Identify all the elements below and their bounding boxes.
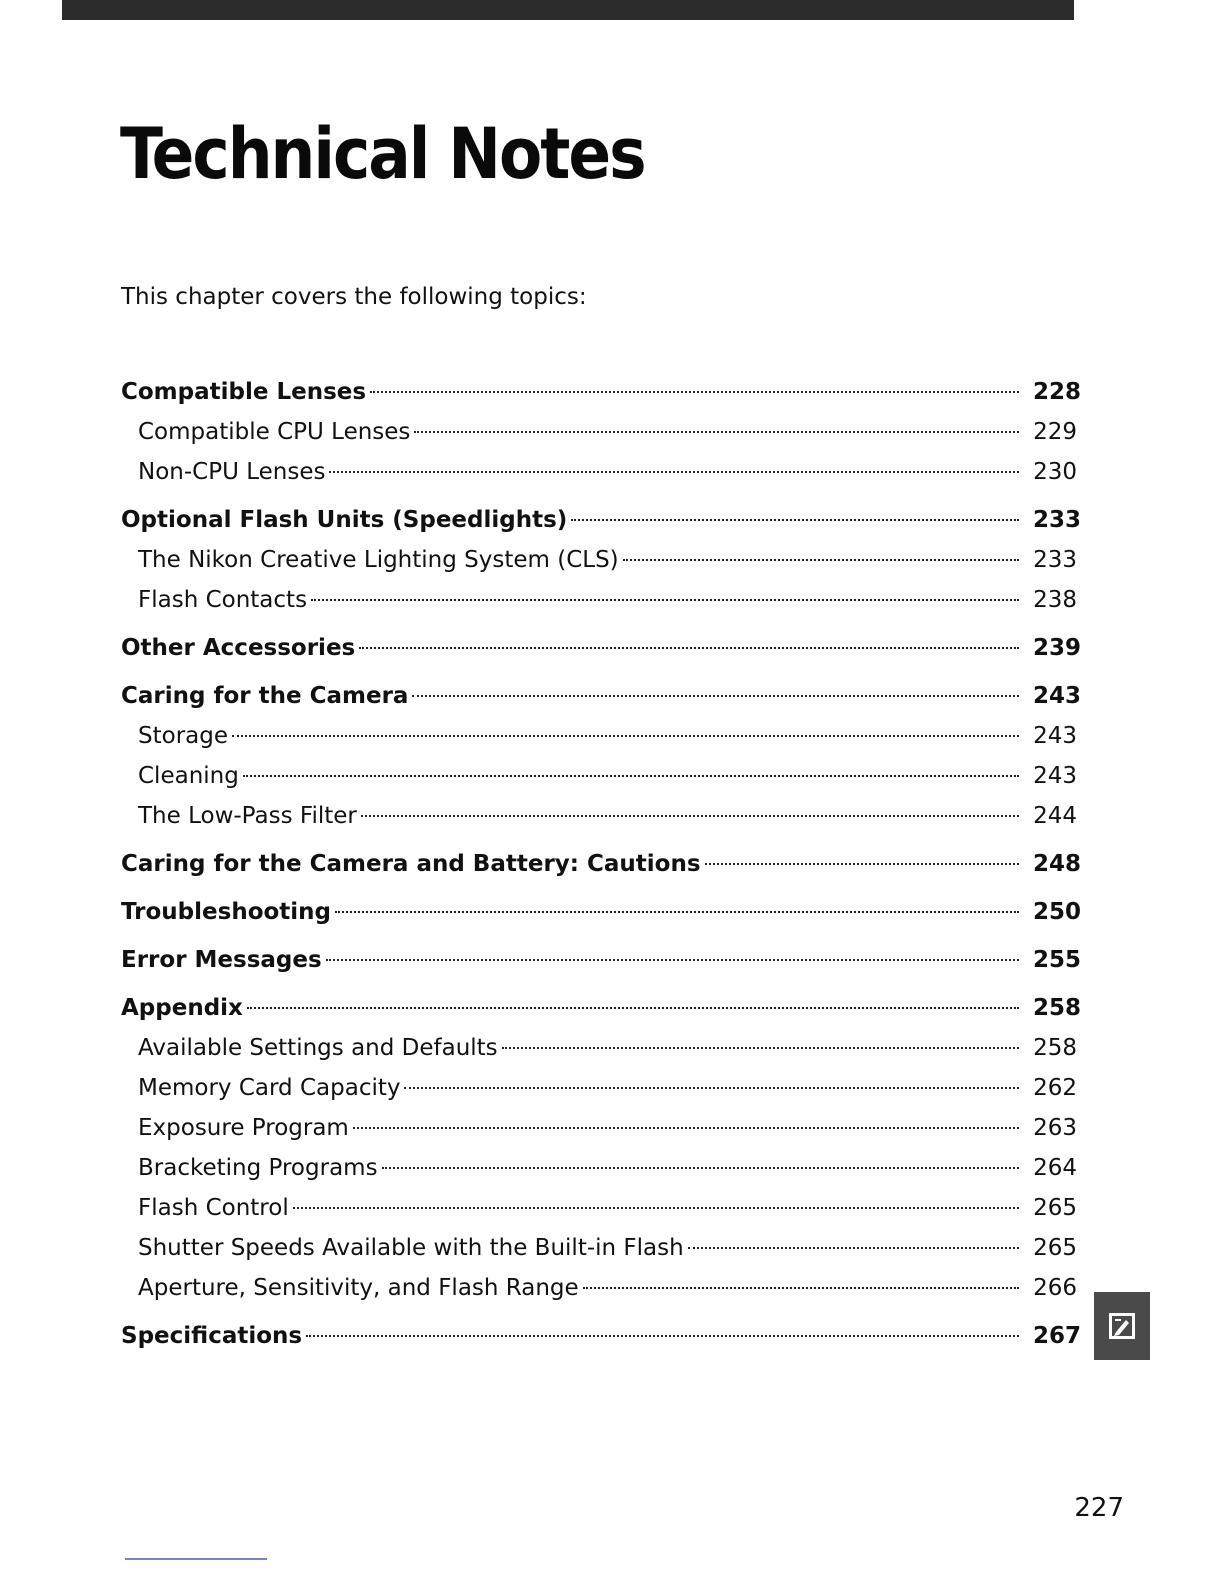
toc-entry-page: 233	[1033, 507, 1082, 533]
toc-dot-leader	[571, 519, 1019, 521]
toc-dot-leader	[412, 695, 1019, 697]
toc-entry-page: 233	[1033, 547, 1077, 573]
toc-entry-page: 265	[1033, 1235, 1077, 1261]
toc-entry-label: Flash Contacts	[138, 587, 308, 613]
toc-dot-leader	[247, 1007, 1019, 1009]
toc-section-entry[interactable]	[121, 844, 1082, 884]
table-of-contents	[121, 372, 1082, 1356]
toc-dot-leader	[414, 431, 1019, 433]
toc-subsection-entry[interactable]	[121, 1148, 1077, 1188]
bottom-rule	[125, 1558, 267, 1560]
toc-entry-label: Available Settings and Defaults	[138, 1035, 498, 1061]
toc-entry-page: 264	[1033, 1155, 1077, 1181]
toc-entry-label: Shutter Speeds Available with the Built-in Flash	[138, 1235, 684, 1261]
toc-subsection-entry[interactable]	[121, 540, 1077, 580]
toc-entry-label: Non-CPU Lenses	[138, 459, 326, 485]
toc-entry-page: 258	[1033, 1035, 1077, 1061]
toc-dot-leader	[232, 735, 1019, 737]
toc-entry-label: Other Accessories	[121, 635, 356, 661]
toc-entry-label: Compatible Lenses	[121, 379, 367, 405]
toc-entry-label: Troubleshooting	[121, 899, 332, 925]
toc-dot-leader	[502, 1047, 1019, 1049]
toc-section-entry[interactable]	[121, 940, 1082, 980]
toc-section-entry[interactable]	[121, 628, 1082, 668]
toc-entry-page: 239	[1033, 635, 1082, 661]
toc-subsection-entry[interactable]	[121, 796, 1077, 836]
toc-entry-label: The Nikon Creative Lighting System (CLS)	[138, 547, 619, 573]
toc-dot-leader	[306, 1335, 1019, 1337]
toc-entry-page: 263	[1033, 1115, 1077, 1141]
page-number: 227	[1074, 1493, 1124, 1523]
toc-section-entry[interactable]	[121, 372, 1082, 412]
toc-entry-label: Specifications	[121, 1323, 303, 1349]
toc-dot-leader	[335, 911, 1019, 913]
section-tab[interactable]	[1094, 1292, 1150, 1360]
toc-subsection-entry[interactable]	[121, 1028, 1077, 1068]
toc-dot-leader	[293, 1207, 1019, 1209]
toc-entry-label: Optional Flash Units (Speedlights)	[121, 507, 568, 533]
toc-dot-leader	[326, 959, 1019, 961]
toc-entry-label: The Low-Pass Filter	[138, 803, 357, 829]
toc-entry-label: Flash Control	[138, 1195, 289, 1221]
toc-entry-page: 228	[1033, 379, 1082, 405]
toc-dot-leader	[353, 1127, 1019, 1129]
toc-subsection-entry[interactable]	[121, 1108, 1077, 1148]
toc-section-entry[interactable]	[121, 500, 1082, 540]
intro-text: This chapter covers the following topics:	[121, 284, 587, 310]
toc-dot-leader	[705, 863, 1019, 865]
toc-entry-page: 243	[1033, 763, 1077, 789]
toc-entry-label: Appendix	[121, 995, 243, 1021]
toc-entry-page: 230	[1033, 459, 1077, 485]
toc-subsection-entry[interactable]	[121, 1188, 1077, 1228]
toc-subsection-entry[interactable]	[121, 412, 1077, 452]
toc-entry-label: Cleaning	[138, 763, 239, 789]
toc-dot-leader	[361, 815, 1019, 817]
toc-entry-page: 266	[1033, 1275, 1077, 1301]
toc-entry-page: 243	[1033, 723, 1077, 749]
toc-subsection-entry[interactable]	[121, 716, 1077, 756]
toc-entry-page: 255	[1033, 947, 1082, 973]
toc-entry-label: Memory Card Capacity	[138, 1075, 401, 1101]
toc-entry-page: 229	[1033, 419, 1077, 445]
toc-entry-label: Caring for the Camera and Battery: Cautions	[121, 851, 701, 877]
toc-entry-label: Storage	[138, 723, 228, 749]
toc-entry-label: Error Messages	[121, 947, 322, 973]
toc-dot-leader	[688, 1247, 1019, 1249]
toc-entry-label: Compatible CPU Lenses	[138, 419, 411, 445]
toc-entry-label: Aperture, Sensitivity, and Flash Range	[138, 1275, 579, 1301]
toc-entry-page: 244	[1033, 803, 1077, 829]
toc-dot-leader	[623, 559, 1019, 561]
toc-entry-page: 262	[1033, 1075, 1077, 1101]
toc-subsection-entry[interactable]	[121, 452, 1077, 492]
toc-dot-leader	[359, 647, 1019, 649]
toc-dot-leader	[404, 1087, 1019, 1089]
toc-entry-page: 267	[1033, 1323, 1082, 1349]
toc-section-entry[interactable]	[121, 988, 1082, 1028]
toc-dot-leader	[329, 471, 1019, 473]
toc-entry-label: Caring for the Camera	[121, 683, 409, 709]
toc-subsection-entry[interactable]	[121, 1068, 1077, 1108]
toc-dot-leader	[583, 1287, 1019, 1289]
toc-entry-label: Exposure Program	[138, 1115, 349, 1141]
page-title: Technical Notes	[120, 113, 645, 195]
toc-subsection-entry[interactable]	[121, 1268, 1077, 1308]
toc-dot-leader	[243, 775, 1019, 777]
toc-dot-leader	[311, 599, 1019, 601]
toc-dot-leader	[370, 391, 1019, 393]
toc-entry-page: 243	[1033, 683, 1082, 709]
top-header-bar	[62, 0, 1074, 20]
toc-subsection-entry[interactable]	[121, 756, 1077, 796]
toc-entry-page: 238	[1033, 587, 1077, 613]
toc-section-entry[interactable]	[121, 1316, 1082, 1356]
toc-subsection-entry[interactable]	[121, 580, 1077, 620]
toc-section-entry[interactable]	[121, 676, 1082, 716]
toc-entry-label: Bracketing Programs	[138, 1155, 378, 1181]
toc-entry-page: 258	[1033, 995, 1082, 1021]
toc-entry-page: 265	[1033, 1195, 1077, 1221]
toc-section-entry[interactable]	[121, 892, 1082, 932]
toc-dot-leader	[382, 1167, 1019, 1169]
technical-notes-tab-icon	[1107, 1311, 1137, 1341]
toc-entry-page: 250	[1033, 899, 1082, 925]
toc-subsection-entry[interactable]	[121, 1228, 1077, 1268]
toc-entry-page: 248	[1033, 851, 1082, 877]
